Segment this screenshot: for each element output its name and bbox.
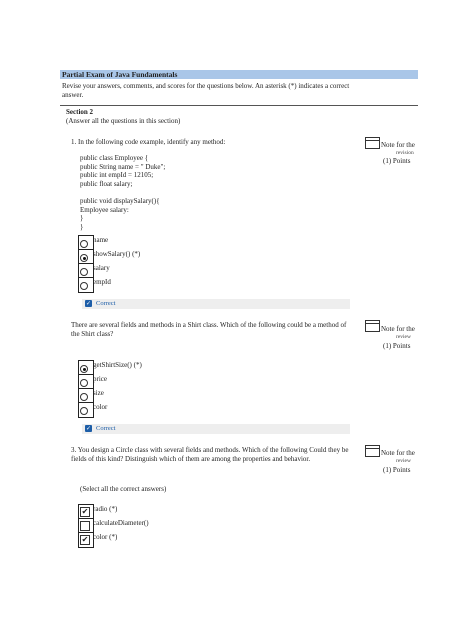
note-sub: review [396,334,411,340]
option-label: color (*) [93,533,118,541]
option-radio[interactable] [80,240,88,248]
option-radio[interactable] [80,268,88,276]
option-radio-selected[interactable] [80,254,88,262]
note-label: Note for the [381,449,415,457]
option-checkbox-checked[interactable]: ✔ [81,535,89,544]
option-label: price [93,375,107,383]
option-label: name [93,236,109,244]
option-label: size [93,389,104,397]
option-checkbox-checked[interactable]: ✔ [81,507,89,516]
review-note-checkbox[interactable] [365,137,380,149]
question-1-text: 1. In the following code example, identify any method: [71,138,226,146]
option-radio[interactable] [80,393,88,401]
status-label: Correct [96,300,116,307]
question-2-text: There are several fields and methods in a Shirt class. Which of the following could be a method of the Shirt class? [71,321,347,338]
question-1-code: public class Employee { public String name = " Duke"; public int empId = 12105; public float salary; public void displaySalary(){ Employee salary: } } [80,154,166,231]
option-label: showSalary() (*) [93,250,141,258]
option-label: salary [93,264,110,272]
page-title: Partial Exam of Java Fundamentals [62,70,178,79]
divider [60,105,418,106]
option-label: color [93,403,108,411]
status-bar [82,299,350,309]
question-points: (1) Points [383,342,411,350]
question-points: (1) Points [383,157,411,165]
question-points: (1) Points [383,466,411,474]
option-label: getShirtSize() (*) [93,361,142,369]
question-3-text: 3. You design a Circle class with several fields and methods. Which of the following Could they be fields of this kind? Distinguish which of them are among the properties and behavior. [71,446,349,463]
option-radio[interactable] [80,379,88,387]
option-label: radio (*) [93,505,118,513]
note-sub: revision [396,150,414,156]
intro-text: Revise your answers, comments, and scores for the questions below. An asterisk (*) indicates a correct answer. [62,82,350,99]
option-label: calculateDiameter() [93,519,149,527]
option-radio-selected[interactable] [80,365,88,373]
section-instruction: (Answer all the questions in this section) [66,117,181,125]
status-bar [82,424,350,434]
note-label: Note for the [381,325,415,333]
section-title: Section 2 [66,108,94,116]
review-note-checkbox[interactable] [365,445,380,457]
option-radio[interactable] [80,407,88,415]
option-radio[interactable] [80,282,88,290]
check-icon: ✓ [85,425,92,432]
status-label: Correct [96,425,116,432]
review-note-checkbox[interactable] [365,320,380,332]
note-label: Note for the [381,141,415,149]
option-label: empId [93,278,111,286]
question-3-instruction: (Select all the correct answers) [80,485,167,493]
option-checkbox[interactable] [80,521,90,531]
note-sub: review [396,458,411,464]
check-icon: ✓ [85,300,92,307]
